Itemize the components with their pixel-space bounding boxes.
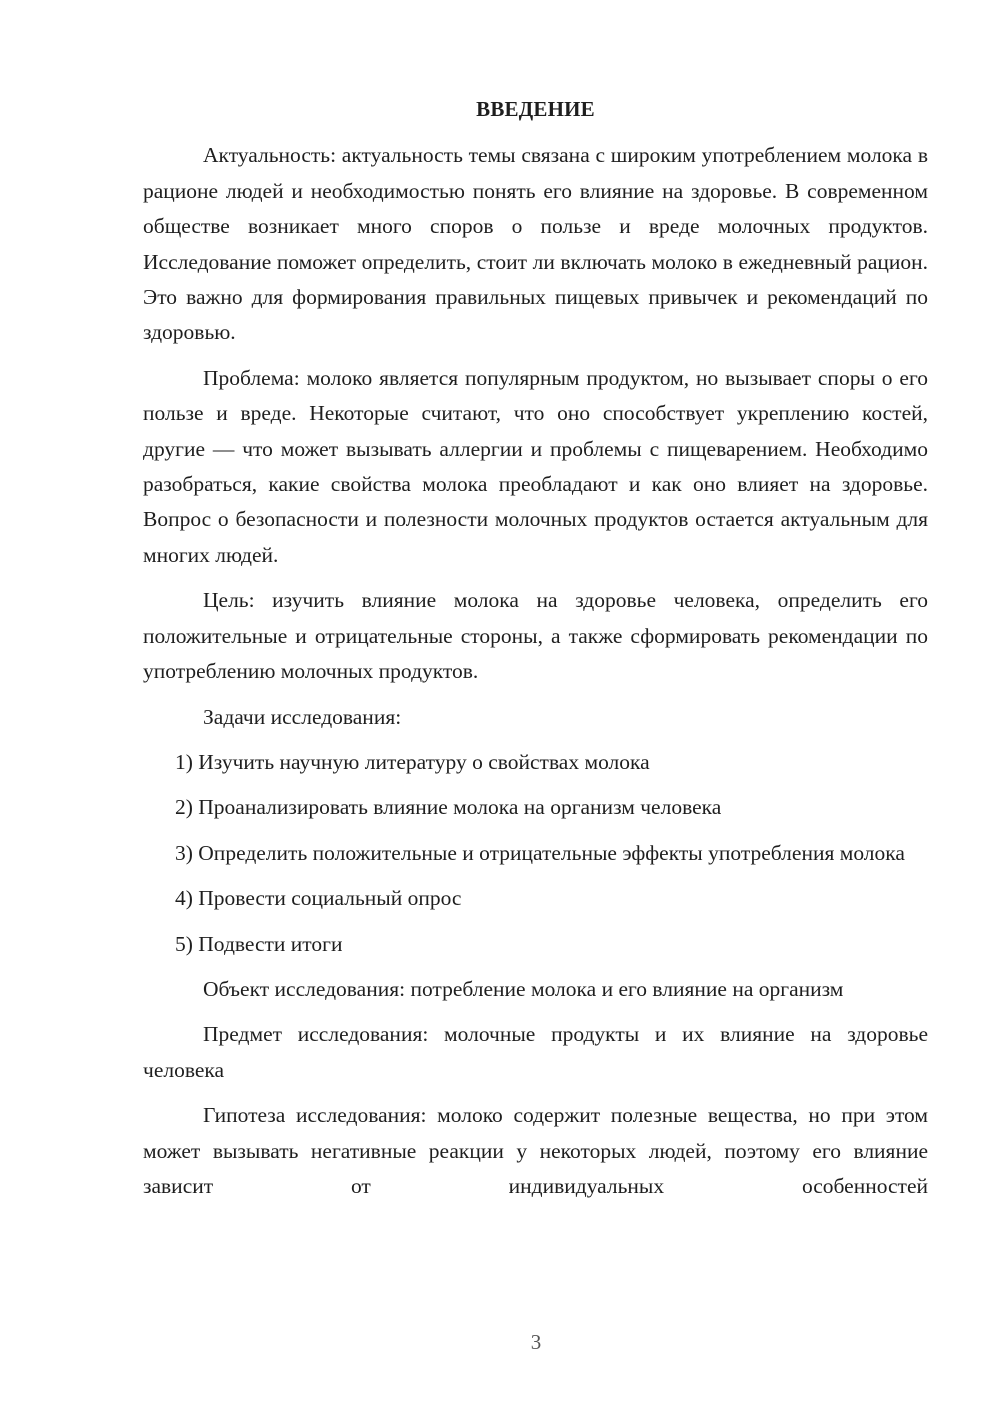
paragraph-subject: Предмет исследования: молочные продукты и их влияние на здоровье человека xyxy=(143,1022,928,1082)
task-item: 5) Подвести итоги xyxy=(175,931,343,956)
task-item: 2) Проанализировать влияние молока на организм человека xyxy=(175,795,722,820)
page-number: 3 xyxy=(530,1330,542,1354)
task-item: 1) Изучить научную литературу о свойствах молока xyxy=(175,749,650,774)
paragraph-problem: Проблема: молоко является популярным продуктом, но вызывает споры о его пользе и вреде. Некоторые считают, что оно способствует укреплению костей, другие — что может вызывать аллергии и проблемы с пищеварением. Необходимо разобраться, какие свойства молока преобладают и как оно влияет на здоровье. Вопрос о безопасности и полезности молочных продуктов остается актуальным для многих людей. xyxy=(143,365,928,567)
page-title: ВВЕДЕНИЕ xyxy=(476,97,595,121)
paragraph-relevance: Актуальность: актуальность темы связана с широким употреблением молока в рационе людей и необходимостью понять его влияние на здоровье. В современном обществе возникает много споров о пользе и вреде молочных продуктов. Исследование поможет определить, стоит ли включать молоко в ежедневный рацион. Это важно для формирования правильных пищевых привычек и рекомендаций по здоровью. xyxy=(143,143,928,345)
paragraph-object: Объект исследования: потребление молока и его влияние на организм xyxy=(203,976,844,1001)
paragraph-goal: Цель: изучить влияние молока на здоровье человека, определить его положительные и отрицательные стороны, а также сформировать рекомендации по употреблению молочных продуктов. xyxy=(143,588,928,684)
paragraph-hypothesis: Гипотеза исследования: молоко содержит полезные вещества, но при этом может вызывать негативные реакции у некоторых людей, поэтому его влияние зависит от индивидуальных особенностей xyxy=(143,1103,928,1198)
task-item: 3) Определить положительные и отрицательные эффекты употребления молока xyxy=(175,840,905,865)
task-item: 4) Провести социальный опрос xyxy=(175,886,462,911)
document-page xyxy=(143,92,928,1214)
tasks-heading: Задачи исследования: xyxy=(203,704,402,729)
